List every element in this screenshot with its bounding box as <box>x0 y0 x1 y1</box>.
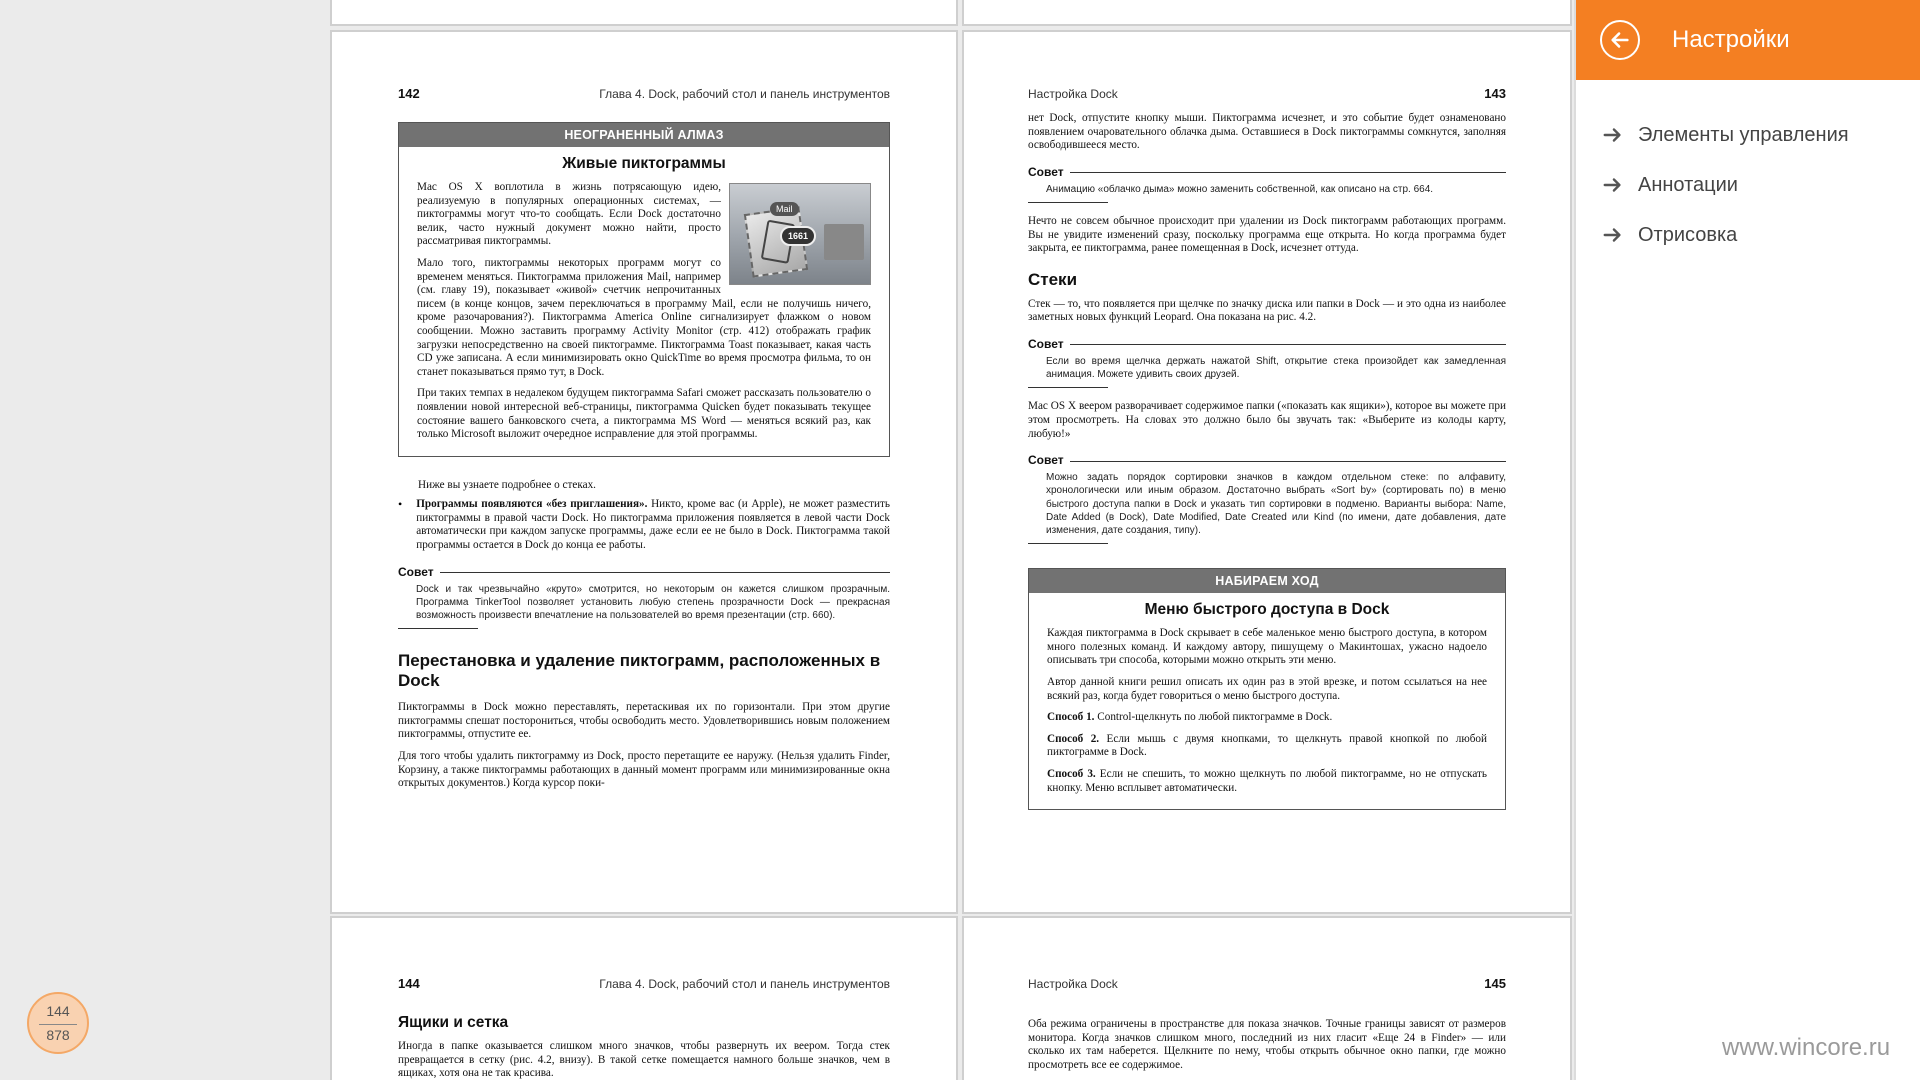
settings-header <box>1576 0 1920 80</box>
way-text: Control-щелкнуть по любой пиктограмме в Dock. <box>1094 711 1333 724</box>
way-text: Если не спешить, то можно щелкнуть по любой пиктограмме, но не отпускать кнопку. Меню всплывет автоматически. <box>1047 767 1487 794</box>
settings-item-annotations[interactable] <box>1576 160 1920 210</box>
page-142 <box>330 30 958 914</box>
paragraph: нет Dock, отпустите кнопку мыши. Пиктограмма исчезнет, и это событие будет ознаменовано появлением очаровательного облачка дыма. Оставшиеся в Dock пиктограммы сомкнутся, заполняя освободившееся место. <box>1028 112 1506 152</box>
settings-item-rendering[interactable] <box>1576 210 1920 260</box>
paragraph: Оба режима ограничены в пространстве для показа значков. Точные границы зависят от размеров монитора. Когда значков слишком много, последний из них гласит «Еще 24 в Finder» — или сколько их там наберется. Щелкните по нему, чтобы открыть обычное окно папки, где можно просмотреть все ее содержимое. <box>1028 1018 1506 1071</box>
way-label: Способ 1. <box>1047 711 1095 724</box>
paragraph: Mac OS X вееpом разворачивает содержимое папки («показать как ящики»), которое вы можете при этом просмотреть. На словах это должно было бы звучать так: «Выберите из колоды карту, любую!» <box>1028 400 1506 440</box>
sidebar-box <box>1028 568 1506 810</box>
page-number: 142 <box>398 86 420 101</box>
section-heading: Стеки <box>1028 269 1078 289</box>
sidebar-head: НАБИРАЕМ ХОД <box>1029 569 1505 593</box>
paragraph: Мало того, пиктограммы некоторых программ могут со временем меняться. Пиктограмма приложения Mail, например (см. главу 19), показывает «живой» счетчик непрочитанных писем (в конце концов, зачем переключаться в программу Mail, если не получишь ничего, кроме разочарования?). Пиктограмма America Online сигнализирует флажком о новом сообщении. Можно заставить программу Activity Monitor (стр. 412) отображать график загрузки непосредственно на своей пиктограмме. Пиктограмма Toast показывает, какая часть CD уже записана. А если минимизировать окно QuickTime во время просмотра фильма, то он станет показываться прямо тут, в Dock. <box>417 256 871 378</box>
mail-icon-image <box>729 183 871 285</box>
tip-text: Если во время щелчка держать нажатой Shift, открытие стека произойдет как замедленная анимация. Можете удивить своих друзей. <box>1046 355 1506 381</box>
chapter-title: Глава 4. Dock, рабочий стол и панель инструментов <box>599 87 890 101</box>
bullet-item <box>398 498 890 552</box>
page-144 <box>330 916 958 1080</box>
tip-box <box>1028 337 1506 388</box>
page-number: 143 <box>1484 86 1506 101</box>
mail-label: Mail <box>770 202 799 216</box>
sidebar-title: Живые пиктограммы <box>562 155 726 172</box>
tip-heading: Совет <box>1028 164 1064 179</box>
arrow-right-icon <box>1602 224 1624 246</box>
tip-heading: Совет <box>1028 336 1064 351</box>
settings-list <box>1576 110 1920 260</box>
paragraph: При таких темпах в недалеком будущем пиктограмма Safari сможет рассказать пользователю о появлении новой интересной веб-страницы, пиктограмма Quicken будет показывать текущее состояние вашего банковского счета, а пиктограмма MS Word — меняться всякий раз, как только Microsoft выложит очередное исправление для этой программы. <box>417 387 871 441</box>
chapter-title: Глава 4. Dock, рабочий стол и панель инструментов <box>599 977 890 991</box>
tip-text: Dock и так чрезвычайно «круто» смотрится, но некоторым он кажется слишком прозрачным. Программа TinkerTool позволяет установить любую степень прозрачности Dock — прекрасная возможность произвести впечатление на пользователей во время презентации (стр. 660). <box>416 583 890 622</box>
way-label: Способ 3. <box>1047 767 1096 780</box>
page-top-right-partial <box>962 0 1572 26</box>
settings-title: Настройки <box>1672 26 1790 53</box>
tip-box <box>398 565 890 630</box>
paragraph <box>1047 733 1487 760</box>
running-head <box>1028 86 1506 104</box>
back-arrow-icon <box>1609 29 1631 51</box>
arrow-right-icon <box>1602 124 1624 146</box>
bullet-bold: Программы появляются «без приглашения». <box>416 498 648 511</box>
tip-box <box>1028 165 1506 203</box>
page-top-left-partial <box>330 0 958 26</box>
running-head <box>398 86 890 104</box>
bullet-icon: • <box>398 497 403 512</box>
folder-icon <box>824 224 864 260</box>
settings-item-label: Элементы управления <box>1638 123 1849 146</box>
arrow-right-icon <box>1602 174 1624 196</box>
sidebar-head: НЕОГРАНЕННЫЙ АЛМАЗ <box>399 123 889 147</box>
unread-badge: 1661 <box>780 226 816 246</box>
settings-item-label: Отрисовка <box>1638 223 1738 246</box>
sidebar-title: Меню быстрого доступа в Dock <box>1144 601 1390 619</box>
sidebar-box <box>398 122 890 457</box>
settings-item-controls[interactable] <box>1576 110 1920 160</box>
tip-heading: Совет <box>398 564 434 579</box>
chapter-title: Настройка Dock <box>1028 977 1118 991</box>
paragraph: Каждая пиктограмма в Dock скрывает в себе маленькое меню быстрого доступа, в котором много полезных команд. И каждому автору, пишущему о Макинтошах, ужасно надоело описывать три способа, которыми можно открыть эти меню. <box>1047 627 1487 667</box>
tip-text: Анимацию «облачко дыма» можно заменить собственной, как описано на стр. 664. <box>1046 183 1434 195</box>
bullet-text: Никто, кроме вас (и Apple), не может разместить пиктограммы в правой части Dock. Но пиктограмма приложения появляется в левой части Dock автоматически при каждом запуске программы, даже если ее не было в Dock. Пиктограмма такой программы остается в Dock до конца ее работы. <box>416 498 891 552</box>
current-page: 144 <box>46 1003 70 1019</box>
paragraph: Автор данной книги решил описать их один раз в этой врезке, и потом ссылаться на нее всякий раз, когда будет говориться о меню быстрого доступа. <box>1047 675 1487 702</box>
paragraph: Нечто не совсем обычное происходит при удалении из Dock пиктограмм работающих программ. Вы не увидите изменений сразу, поскольку программа еще открыта. Но когда программа будет закрыта, ее пиктограмма, ранее помещенная в Dock, исчезнет оттуда. <box>1028 214 1506 255</box>
section-heading: Ящики и сетка <box>398 1014 509 1031</box>
paragraph: Стек — то, что появляется при щелчке по значку диска или папки в Dock — и это одна из наиболее заметных новых функций Leopard. Она показана на рис. 4.2. <box>1028 297 1506 324</box>
paragraph: Пиктограммы в Dock можно переставлять, перетаскивая их по горизонтали. При этом другие пиктограммы спешат посторониться, чтобы освободить место. Удовлетворившись новым положением пиктограммы, отпустите ее. <box>398 701 890 741</box>
tip-heading: Совет <box>1028 453 1064 468</box>
total-pages: 878 <box>46 1027 70 1043</box>
page-number: 145 <box>1484 976 1506 991</box>
paragraph <box>1047 711 1487 725</box>
settings-panel <box>1574 0 1920 1080</box>
running-head <box>1028 976 1506 994</box>
back-button[interactable] <box>1600 20 1640 60</box>
section-heading: Перестановка и удаление пиктограмм, расположенных в Dock <box>398 651 881 691</box>
way-label: Способ 2. <box>1047 732 1100 745</box>
page-143 <box>962 30 1572 914</box>
paragraph: Для того чтобы удалить пиктограмму из Dock, просто перетащите ее наружу. (Нельзя удалить Finder, Корзину, а также пиктограммы работающих в данный момент программ или минимизированные окна открытых документов.) Когда курсор поки- <box>398 750 890 790</box>
paragraph <box>1047 768 1487 795</box>
chapter-title: Настройка Dock <box>1028 87 1118 101</box>
running-head <box>398 976 890 994</box>
page-number: 144 <box>398 976 420 991</box>
tip-text: Можно задать порядок сортировки значков в каждом отдельном стеке: по алфавиту, хронологически или иным образом. Достаточно выбрать «Sort by» (сортировать по) в меню быстрого доступа папки в Dock и указать тип сортировки в подменю. Варианты выбора: Name, Date Added (в Dock), Date Modified, Date Created или Kind (по имени, дате добавления, дате изменения, дате создания, типу). <box>1046 472 1506 536</box>
paragraph: Ниже вы узнаете подробнее о стеках. <box>418 478 596 491</box>
page-counter[interactable] <box>27 992 89 1054</box>
paragraph: Иногда в папке оказывается слишком много значков, чтобы развернуть их веером. Тогда стек превращается в сетку (рис. 4.2, внизу). В такой сетке помещается намного больше значков, чем в ящиках, хотя она не так красива. <box>398 1040 890 1080</box>
tip-box <box>1028 453 1506 544</box>
watermark: www.wincore.ru <box>1722 1034 1891 1061</box>
page-145 <box>962 916 1572 1080</box>
settings-item-label: Аннотации <box>1638 173 1738 196</box>
paragraph: Mac OS X воплотила в жизнь потрясающую идею, реализуемую в популярных операционных системах, — пиктограммы могут что-то сообщать. Если Dock достаточно велик, часто нужный документ можно найти, просто рассматривая пиктограммы. <box>417 181 721 248</box>
way-text: Если мышь с двумя кнопками, то щелкнуть правой кнопкой по любой пиктограмме в Dock. <box>1047 732 1487 759</box>
